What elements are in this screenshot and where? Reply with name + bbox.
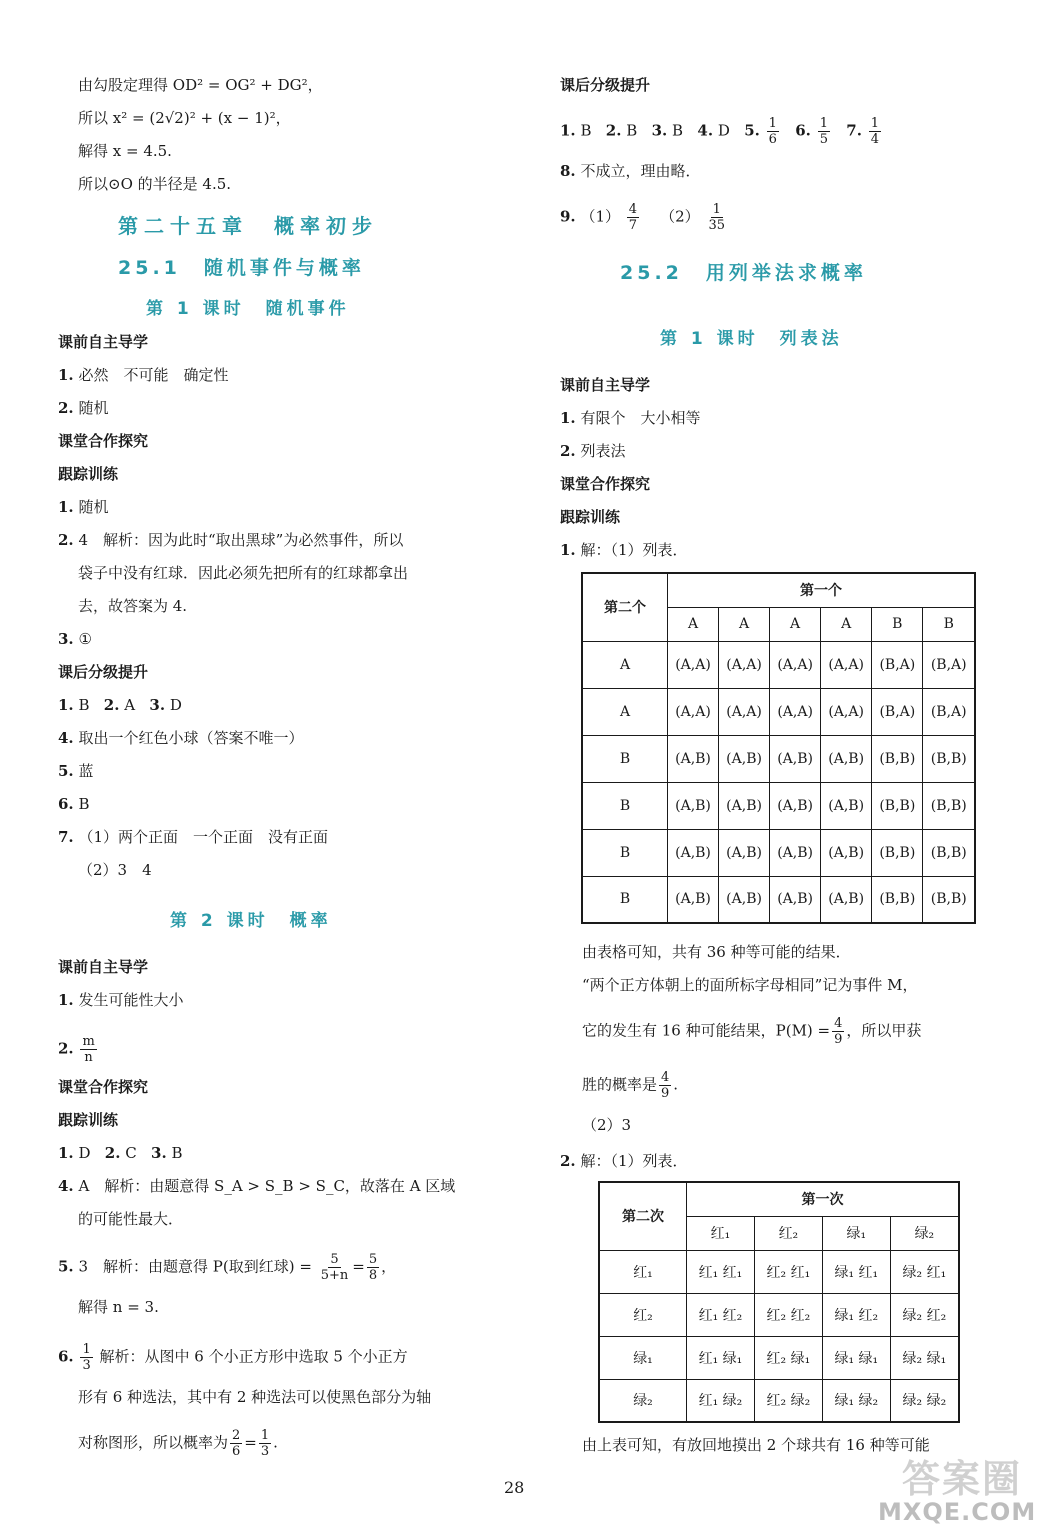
row-header: 红₁: [599, 1250, 687, 1293]
table-cell: 红₂ 红₂: [754, 1293, 822, 1336]
text-line: 它的发生有 16 种可能结果，P(M) = $\frac{4}{9}$ ，所以甲获: [582, 1016, 922, 1047]
table-cell: (B,A): [923, 688, 975, 735]
subsection-heading: 课前自主导学: [560, 376, 651, 394]
subsection-heading: 课后分级提升: [560, 76, 651, 94]
table-cell: 红₁ 绿₁: [687, 1336, 755, 1379]
column-header: A: [821, 607, 872, 641]
subsection-heading: 课堂合作探究: [58, 1078, 149, 1096]
table-row: [582, 735, 975, 782]
column-header: 红₁: [687, 1216, 755, 1250]
table-cell: (A,A): [668, 641, 719, 688]
table-cell: (A,B): [668, 735, 719, 782]
column-header: A: [719, 607, 770, 641]
watermark-logo: [872, 1448, 1042, 1534]
table-corner: 第二个: [582, 573, 668, 641]
table-cell: 红₁ 绿₂: [687, 1379, 755, 1422]
table-cell: (B,B): [923, 876, 975, 923]
table-cell: (B,B): [923, 829, 975, 876]
subsection-heading: 跟踪训练: [58, 1111, 119, 1129]
table-cell: 红₂ 红₁: [754, 1250, 822, 1293]
text-line: 的可能性最大．: [78, 1210, 184, 1228]
chapter-title: 第二十五章 概率初步: [118, 214, 378, 238]
row-header: 红₂: [599, 1293, 687, 1336]
table-cell: (B,B): [923, 735, 975, 782]
answer-item: 4. A 解析：由题意得 S_A > S_B > S_C，故落在 A 区域: [58, 1177, 456, 1195]
text-line: “两个正方体朝上的面所标字母相同”记为事件 M，: [582, 976, 918, 994]
text-line: （2）3 4: [78, 861, 152, 879]
table-cell: (A,B): [719, 876, 770, 923]
answer-item: 2. 列表法: [560, 442, 626, 460]
watermark-text: 答案圈: [902, 1457, 1023, 1501]
table-cell: (B,A): [872, 641, 923, 688]
table-cell: (B,B): [923, 782, 975, 829]
table-cell: (A,B): [770, 876, 821, 923]
table-cell: (A,A): [668, 688, 719, 735]
table-cell: 红₂ 绿₂: [754, 1379, 822, 1422]
subsection-heading: 跟踪训练: [560, 508, 621, 526]
table-cell: 绿₂ 红₂: [890, 1293, 959, 1336]
fraction: $\frac{4}{7}$: [628, 202, 638, 233]
table-cell: (A,B): [821, 782, 872, 829]
table-corner: 第二次: [599, 1182, 687, 1250]
page-number: 28: [504, 1478, 525, 1497]
text-line: 所以⊙O 的半径是 4.5.: [78, 175, 232, 193]
table-top-header: 第一个: [668, 573, 976, 607]
table-cell: (A,A): [719, 688, 770, 735]
table-row: [599, 1379, 959, 1422]
subsection-heading: 课前自主导学: [58, 958, 149, 976]
column-header: 红₂: [754, 1216, 822, 1250]
table-cell: (B,A): [923, 641, 975, 688]
table-cell: (A,B): [821, 735, 872, 782]
table-row: [599, 1250, 959, 1293]
lesson-title: 第 2 课时 概率: [170, 911, 332, 931]
answer-item: 4. 取出一个红色小球（答案不唯一）: [58, 729, 304, 747]
table-row: [582, 829, 975, 876]
fraction: $\frac{1}{3}$: [260, 1428, 270, 1459]
answer-item: 1. B 2. B 3. B 4. D 5. $\frac{1}{6}$ 6. $\frac{1}{5}$ 7. $\frac{1}{4}$: [560, 116, 880, 147]
table-cell: 红₂ 绿₁: [754, 1336, 822, 1379]
text-line: 对称图形，所以概率为 $\frac{2}{6}$ = $\frac{1}{3}$ .: [78, 1428, 278, 1459]
table-top-header: 第一次: [687, 1182, 960, 1216]
column-header: A: [668, 607, 719, 641]
answer-item: 5. 蓝: [58, 762, 94, 780]
text-line: 胜的概率是 $\frac{4}{9}$ .: [582, 1070, 679, 1101]
table-cell: 绿₁ 红₂: [822, 1293, 890, 1336]
table-cell: (A,A): [770, 641, 821, 688]
table-cell: (A,B): [668, 782, 719, 829]
answer-item: 2. 解：（1）列表．: [560, 1152, 688, 1170]
answer-item: 6. B: [58, 795, 90, 813]
fraction: $\frac{m}{n}$: [82, 1034, 95, 1065]
table-cell: (A,A): [821, 641, 872, 688]
table-cell: (A,B): [770, 829, 821, 876]
probability-table-2: [598, 1181, 960, 1423]
text-line: 去，故答案为 4.: [78, 597, 188, 615]
row-header: B: [582, 829, 668, 876]
text-line: 由上表可知，有放回地摸出 2 个球共有 16 种等可能: [582, 1436, 930, 1454]
table-cell: 红₁ 红₁: [687, 1250, 755, 1293]
answer-item: 6. $\frac{1}{3}$ 解析：从图中 6 个小正方形中选取 5 个小正方: [58, 1342, 408, 1373]
table-row: [582, 876, 975, 923]
table-row: [582, 641, 975, 688]
lesson-title: 第 1 课时 随机事件: [146, 299, 350, 319]
answer-item: 2. 4 解析：因为此时“取出黑球”为必然事件，所以: [58, 531, 404, 549]
section-title: 25.2 用列举法求概率: [620, 262, 867, 284]
subsection-heading: 课堂合作探究: [560, 475, 651, 493]
fraction: $\frac{4}{9}$: [661, 1070, 670, 1101]
section-title: 25.1 随机事件与概率: [118, 257, 365, 279]
table-cell: (A,B): [770, 735, 821, 782]
text-line: （2）3: [582, 1116, 632, 1134]
column-header: B: [923, 607, 975, 641]
row-header: A: [582, 641, 668, 688]
table-cell: 绿₂ 绿₁: [890, 1336, 959, 1379]
table-cell: (A,A): [770, 688, 821, 735]
answer-item: 1. 随机: [58, 498, 109, 516]
table-cell: (A,B): [668, 876, 719, 923]
table-cell: 绿₁ 绿₂: [822, 1379, 890, 1422]
answer-item: 1. 有限个 大小相等: [560, 409, 701, 427]
lesson-title: 第 1 课时 列表法: [660, 329, 843, 349]
text-line: 由勾股定理得 OD² = OG² + DG²，: [78, 76, 323, 94]
table-cell: (B,A): [872, 688, 923, 735]
subsection-heading: 跟踪训练: [58, 465, 119, 483]
table-row: [582, 782, 975, 829]
table-cell: (A,B): [821, 876, 872, 923]
text-line: 解得 x = 4.5.: [78, 142, 172, 160]
table-cell: 绿₁ 绿₁: [822, 1336, 890, 1379]
fraction: $\frac{1}{35}$: [708, 202, 726, 233]
answer-item: 1. D 2. C 3. B: [58, 1144, 183, 1162]
text-line: 袋子中没有红球．因此必须先把所有的红球都拿出: [78, 564, 409, 582]
text-line: 解得 n = 3.: [78, 1298, 159, 1316]
watermark-url: MXQE.COM: [878, 1498, 1037, 1526]
table-cell: (A,B): [821, 829, 872, 876]
probability-table-1: [581, 572, 976, 924]
row-header: B: [582, 782, 668, 829]
answer-item: 5. 3 解析：由题意得 P(取到红球) = $\frac{5}{5+n}$ = $\frac{5}{8}$ ，: [58, 1252, 397, 1283]
answer-item: 1. 解：（1）列表．: [560, 541, 688, 559]
row-header: B: [582, 876, 668, 923]
column-header: B: [872, 607, 923, 641]
table-cell: (A,B): [719, 829, 770, 876]
fraction: $\frac{5}{8}$: [368, 1252, 378, 1283]
fraction: $\frac{5}{5+n}$: [320, 1252, 349, 1283]
column-header: 绿₁: [822, 1216, 890, 1250]
fraction: $\frac{1}{4}$: [870, 116, 880, 147]
fraction: $\frac{2}{6}$: [232, 1428, 241, 1459]
table-cell: (A,A): [821, 688, 872, 735]
table-cell: 绿₂ 红₁: [890, 1250, 959, 1293]
answer-item: 3. ①: [58, 630, 92, 648]
fraction: $\frac{1}{3}$: [82, 1342, 91, 1373]
text-line: 形有 6 种选法，其中有 2 种选法可以使黑色部分为轴: [78, 1388, 432, 1406]
subsection-heading: 课堂合作探究: [58, 432, 149, 450]
fraction: $\frac{1}{5}$: [819, 116, 828, 147]
answer-item: 2. $\frac{m}{n}$: [58, 1034, 95, 1065]
subsection-heading: 课前自主导学: [58, 333, 149, 351]
subsection-heading: 课后分级提升: [58, 663, 149, 681]
table-row: [599, 1336, 959, 1379]
table-cell: (A,B): [668, 829, 719, 876]
column-header: A: [770, 607, 821, 641]
table-cell: (B,B): [872, 876, 923, 923]
table-cell: (A,B): [719, 735, 770, 782]
table-cell: (A,A): [719, 641, 770, 688]
table-row: [582, 688, 975, 735]
text-line: 由表格可知，共有 36 种等可能的结果．: [582, 943, 851, 961]
table-row: [599, 1293, 959, 1336]
text-line: 所以 x² = (2√2)² + (x − 1)²，: [78, 109, 291, 127]
table-cell: (B,B): [872, 782, 923, 829]
answer-item: 2. 随机: [58, 399, 109, 417]
column-header: 绿₂: [890, 1216, 959, 1250]
answer-item: 8. 不成立，理由略．: [560, 162, 701, 180]
table-cell: (A,B): [770, 782, 821, 829]
answer-item: 1. B 2. A 3. D: [58, 696, 182, 714]
table-cell: (A,B): [719, 782, 770, 829]
table-cell: 红₁ 红₂: [687, 1293, 755, 1336]
answer-item: 7. （1）两个正面 一个正面 没有正面: [58, 828, 328, 846]
answer-item: 1. 必然 不可能 确定性: [58, 366, 229, 384]
table-cell: (B,B): [872, 735, 923, 782]
fraction: $\frac{1}{6}$: [768, 116, 777, 147]
answer-item: 1. 发生可能性大小: [58, 991, 184, 1009]
row-header: A: [582, 688, 668, 735]
table-cell: (B,B): [872, 829, 923, 876]
table-cell: 绿₂ 绿₂: [890, 1379, 959, 1422]
row-header: 绿₁: [599, 1336, 687, 1379]
row-header: 绿₂: [599, 1379, 687, 1422]
fraction: $\frac{4}{9}$: [834, 1016, 843, 1047]
row-header: B: [582, 735, 668, 782]
table-cell: 绿₁ 红₁: [822, 1250, 890, 1293]
answer-item: 9. （1） $\frac{4}{7}$ （2） $\frac{1}{35}$: [560, 202, 726, 233]
